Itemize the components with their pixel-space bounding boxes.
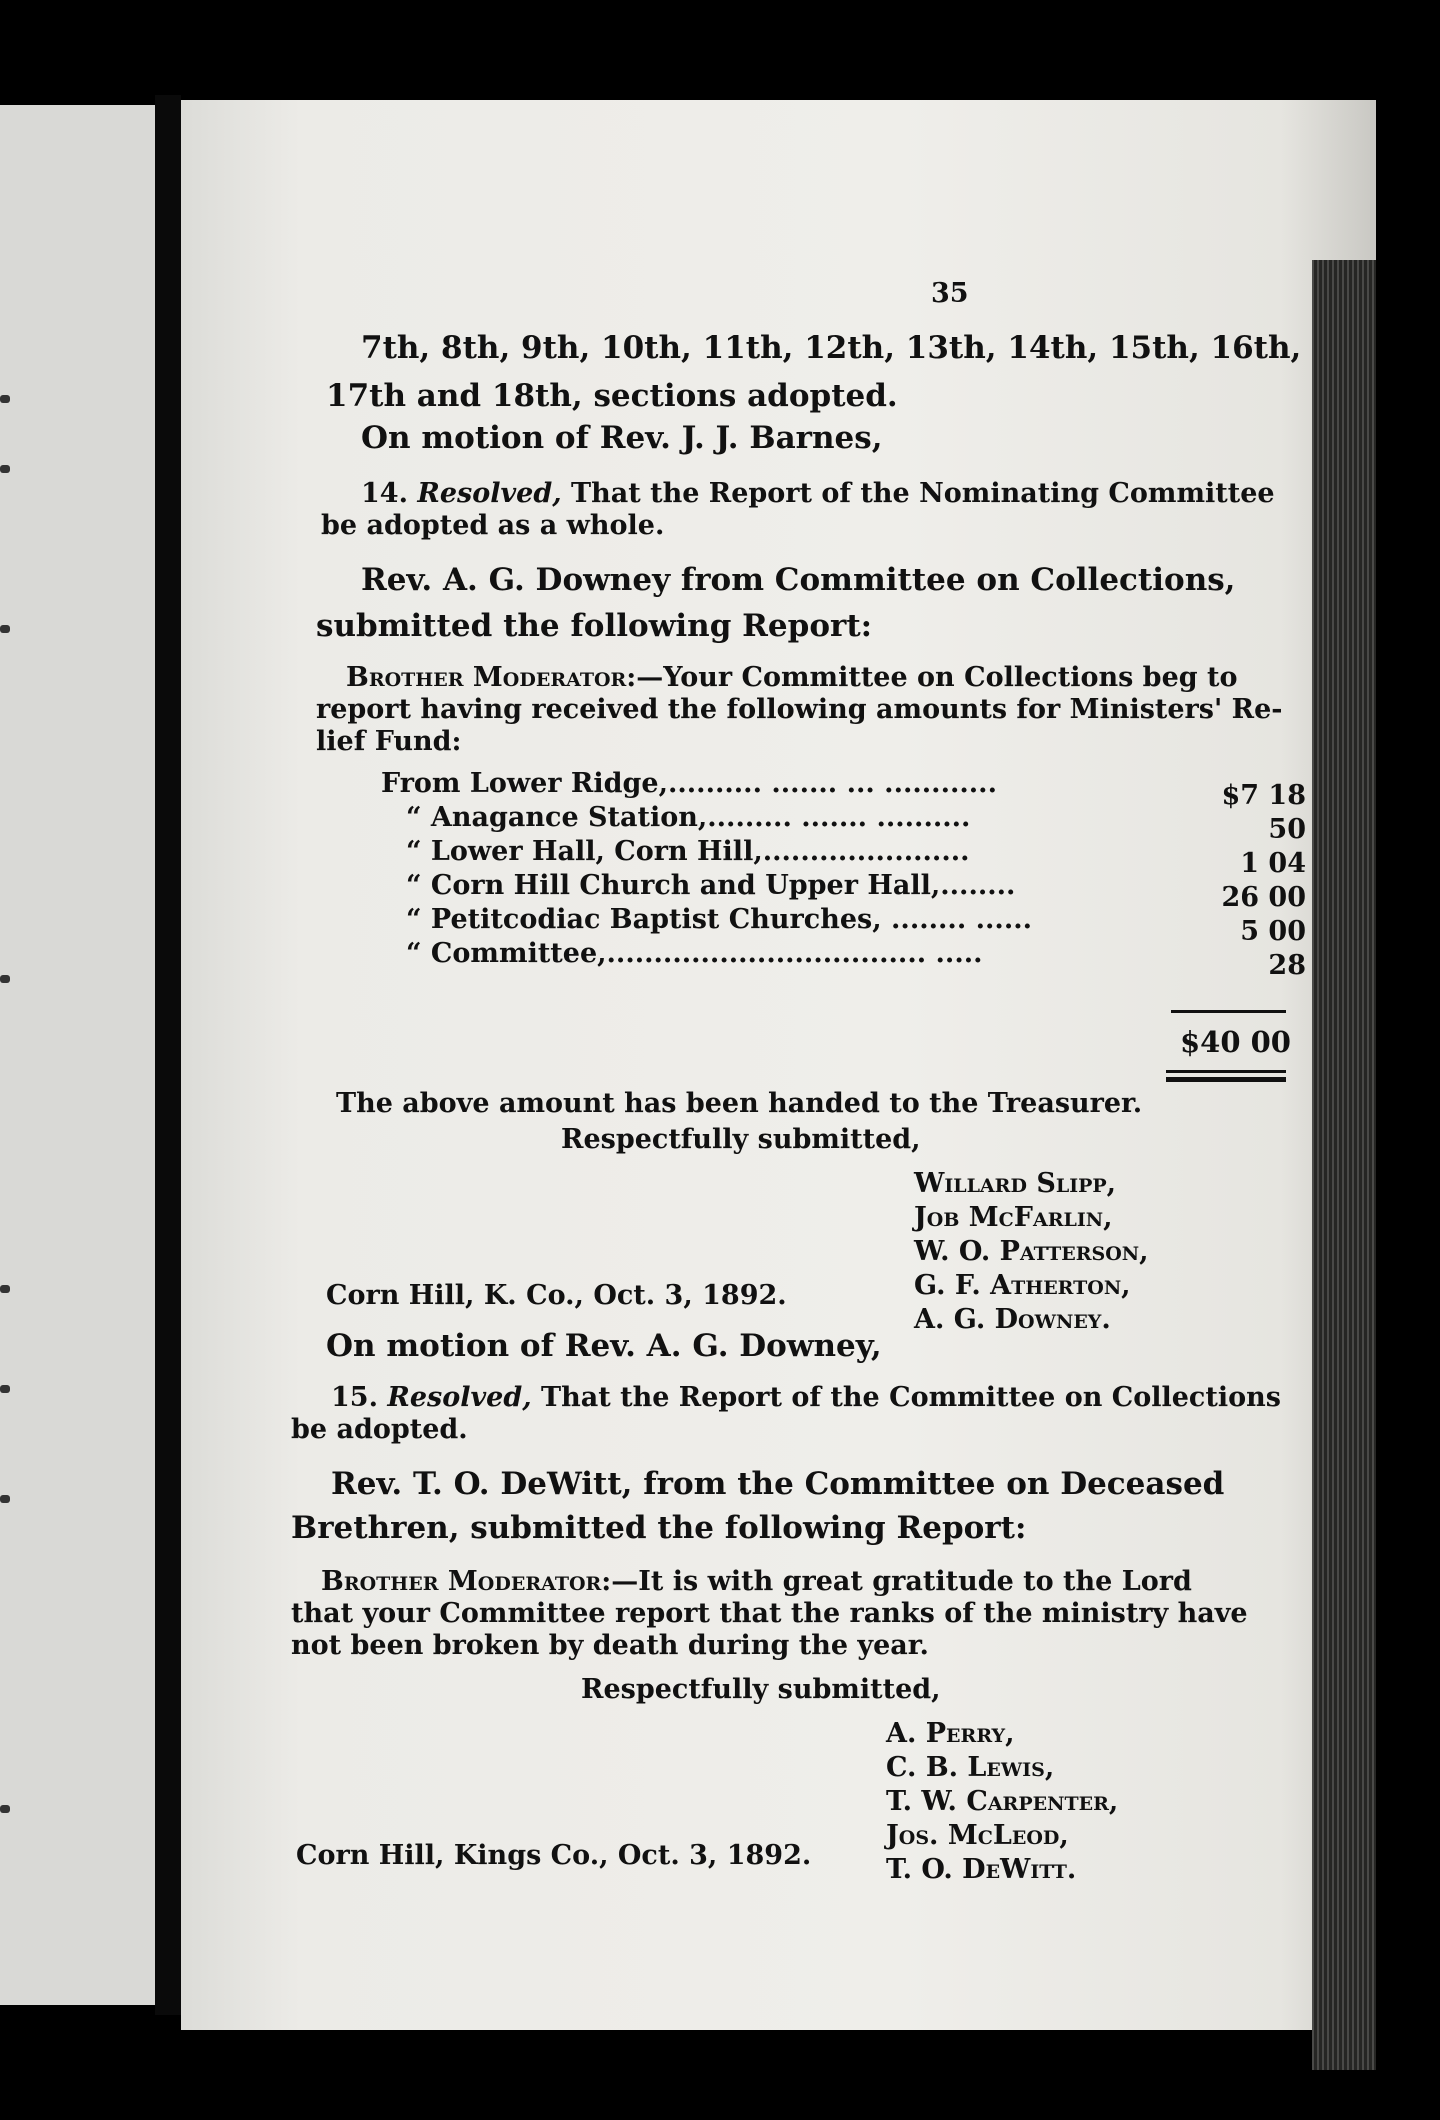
signatory: C. B. Lewis, bbox=[886, 1752, 1055, 1783]
page-number: 35 bbox=[931, 278, 969, 309]
dewitt-intro-line-2: Brethren, submitted the following Report: bbox=[291, 1510, 1027, 1546]
ink-mark bbox=[0, 1805, 10, 1813]
page-block-edge bbox=[1312, 260, 1376, 2070]
treasurer-note: The above amount has been handed to the Treasurer. bbox=[336, 1088, 1143, 1119]
resolved-word: Resolved, bbox=[417, 478, 562, 509]
sections-line-1: 7th, 8th, 9th, 10th, 11th, 12th, 13th, 14th, 15th, 16th, bbox=[361, 330, 1302, 366]
ink-mark bbox=[0, 1385, 10, 1393]
motion-barnes: On motion of Rev. J. J. Barnes, bbox=[361, 420, 883, 456]
place-date: Corn Hill, Kings Co., Oct. 3, 1892. bbox=[296, 1840, 812, 1871]
resolved-word: Resolved, bbox=[387, 1382, 532, 1413]
collection-item-amount: 26 00 bbox=[1221, 882, 1306, 913]
resolution-number: 14. bbox=[361, 478, 408, 509]
book-page bbox=[181, 100, 1376, 2030]
signatory: W. O. Patterson, bbox=[914, 1236, 1149, 1267]
sections-line-2: 17th and 18th, sections adopted. bbox=[326, 378, 898, 414]
motion-downey: On motion of Rev. A. G. Downey, bbox=[326, 1328, 882, 1364]
signatory: G. F. Atherton, bbox=[914, 1270, 1131, 1301]
total-double-rule bbox=[1166, 1077, 1286, 1082]
salutation: Brother Moderator: bbox=[321, 1566, 612, 1597]
facing-page-edge bbox=[0, 105, 155, 2005]
collection-item-label: “ Petitcodiac Baptist Churches, ........ ...... bbox=[406, 904, 1033, 935]
resolution-14-line-2: be adopted as a whole. bbox=[321, 510, 665, 541]
collection-item-label: “ Corn Hill Church and Upper Hall,........ bbox=[406, 870, 1016, 901]
collection-item-label: “ Lower Hall, Corn Hill,...................... bbox=[406, 836, 970, 867]
dewitt-intro-line-1: Rev. T. O. DeWitt, from the Committee on Deceased bbox=[331, 1466, 1225, 1502]
ink-mark bbox=[0, 625, 10, 633]
ink-mark bbox=[0, 395, 10, 403]
collection-item-label: “ Committee,.................................. ..... bbox=[406, 938, 983, 969]
resolution-14-line-1 bbox=[361, 478, 1275, 509]
collections-line-3: lief Fund: bbox=[316, 726, 462, 757]
collection-item-amount: 1 04 bbox=[1240, 848, 1306, 879]
deceased-line-2: that your Committee report that the ranks of the ministry have bbox=[291, 1598, 1248, 1629]
salutation-text: —It is with great gratitude to the Lord bbox=[611, 1566, 1192, 1597]
signatory: T. O. DeWitt. bbox=[886, 1854, 1077, 1885]
resolution-text: That the Report of the Nominating Committee bbox=[571, 478, 1275, 509]
signatory: Jos. McLeod, bbox=[886, 1820, 1069, 1851]
downey-intro-line-2: submitted the following Report: bbox=[316, 608, 873, 644]
ink-mark bbox=[0, 465, 10, 473]
place-date: Corn Hill, K. Co., Oct. 3, 1892. bbox=[326, 1280, 787, 1311]
collection-item-amount: 50 bbox=[1268, 814, 1306, 845]
collection-item-amount: 5 00 bbox=[1240, 916, 1306, 947]
total-double-rule bbox=[1166, 1070, 1286, 1073]
signatory: A. G. Downey. bbox=[914, 1304, 1111, 1335]
respectfully-submitted: Respectfully submitted, bbox=[581, 1674, 941, 1705]
salutation-text: —Your Committee on Collections beg to bbox=[636, 662, 1238, 693]
collection-item-label: From Lower Ridge,.......... ....... ... ............ bbox=[381, 768, 997, 799]
resolution-number: 15. bbox=[331, 1382, 378, 1413]
collection-item-label: “ Anagance Station,......... ....... .......... bbox=[406, 802, 971, 833]
book-gutter bbox=[155, 95, 181, 2015]
signatory: T. W. Carpenter, bbox=[886, 1786, 1119, 1817]
salutation: Brother Moderator: bbox=[346, 662, 637, 693]
collection-item-amount: 28 bbox=[1268, 950, 1306, 981]
sum-rule bbox=[1171, 1010, 1286, 1013]
respectfully-submitted: Respectfully submitted, bbox=[561, 1124, 921, 1155]
collection-item-amount: $7 18 bbox=[1221, 780, 1306, 811]
signatory: A. Perry, bbox=[886, 1718, 1015, 1749]
resolution-15-line-1 bbox=[331, 1382, 1281, 1413]
resolution-text: That the Report of the Committee on Collections bbox=[541, 1382, 1281, 1413]
deceased-salutation-line bbox=[321, 1566, 1192, 1597]
downey-intro-line-1: Rev. A. G. Downey from Committee on Collections, bbox=[361, 562, 1236, 598]
collections-line-2: report having received the following amounts for Ministers' Re- bbox=[316, 694, 1283, 725]
ink-mark bbox=[0, 1495, 10, 1503]
signatory: Willard Slipp, bbox=[914, 1168, 1117, 1199]
deceased-line-3: not been broken by death during the year. bbox=[291, 1630, 929, 1661]
ink-mark bbox=[0, 1285, 10, 1293]
signatory: Job McFarlin, bbox=[914, 1202, 1113, 1233]
ink-mark bbox=[0, 975, 10, 983]
collections-salutation-line bbox=[346, 662, 1238, 693]
collections-total: $40 00 bbox=[1180, 1025, 1291, 1059]
resolution-15-line-2: be adopted. bbox=[291, 1414, 468, 1445]
